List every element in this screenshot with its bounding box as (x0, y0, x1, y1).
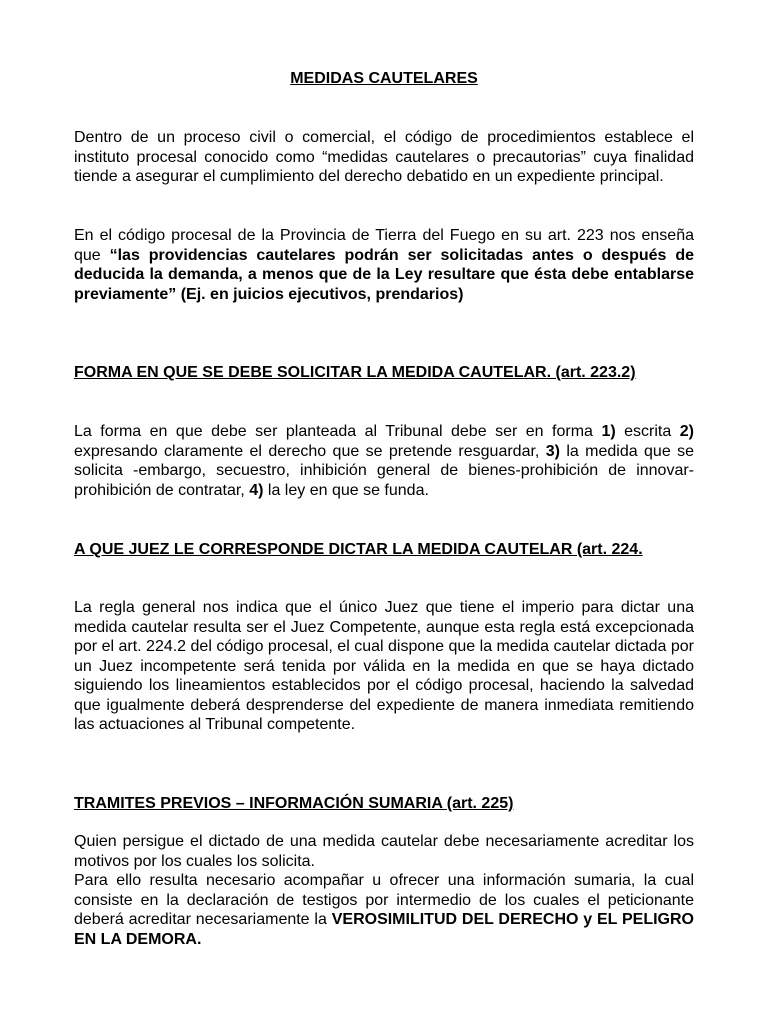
forma-text-3: expresando claramente el derecho que se pretende resguardar, (74, 442, 546, 460)
forma-text-5: la ley en que se funda. (263, 481, 429, 499)
section-heading-juez: A QUE JUEZ LE CORRESPONDE DICTAR LA MEDIDA CAUTELAR (art. 224. (74, 541, 643, 558)
forma-number-1: 1) (601, 423, 616, 440)
section-heading-forma: FORMA EN QUE SE DEBE SOLICITAR LA MEDIDA CAUTELAR. (art. 223.2) (74, 364, 636, 381)
section-heading-tramites: TRAMITES PREVIOS – INFORMACIÓN SUMARIA (art. 225) (74, 795, 514, 812)
section-juez-paragraph: La regla general nos indica que el único Juez que tiene el imperio para dictar una medida cautelar resulta ser el Juez Competente, aunque esta regla está excepcionada por el art. 224.2 del código procesal, el cual dispone que la medida cautelar dictada por un Juez incompetente será tenida por válida en la medida en que se haya dictado siguiendo los lineamientos establecidos por el código procesal, haciendo la salvedad que igualmente deberá desprenderse del expediente de manera inmediata remitiendo las actuaciones al Tribunal competente. (74, 599, 694, 733)
forma-number-3: 3) (545, 442, 560, 460)
forma-number-4: 4) (249, 481, 264, 499)
forma-number-2: 2) (679, 423, 694, 440)
forma-text-1: La forma en que debe ser planteada al Tribunal debe ser en forma (74, 423, 602, 440)
intro-paragraph-1: Dentro de un proceso civil o comercial, el código de procedimientos establece el instituto procesal conocido como “medidas cautelares o precautorias” cuya finalidad tiende a asegurar el cumplimiento del derecho debatido en un expediente principal. (74, 129, 694, 185)
section-tramites-paragraph-1: Quien persigue el dictado de una medida cautelar debe necesariamente acreditar los motivos por los cuales los solicita. (74, 833, 694, 870)
intro-paragraph-2-quote: “las providencias cautelares podrán ser solicitadas antes o después de deducida la demanda, a menos que de la Ley resultare que ésta debe entablarse previamente” (Ej. en juicios ejecutivos, prendarios) (74, 246, 695, 303)
tramites-paragraph-2-emphasis: VEROSIMILITUD DEL DERECHO y EL PELIGRO EN LA DEMORA. (74, 911, 695, 948)
intro-paragraph-2-text: En el código procesal de la Provincia de Tierra del Fuego en su art. 223 nos enseña que (74, 227, 694, 264)
forma-text-4: la medida que se solicita -embargo, secuestro, inhibición general de bienes-prohibición de innovar- prohibición de contratar, (74, 442, 694, 499)
document-title: MEDIDAS CAUTELARES (290, 70, 478, 87)
forma-text-2: escrita (615, 423, 680, 440)
section-tramites-paragraph-2 (74, 871, 694, 949)
tramites-paragraph-2-text: Para ello resulta necesario acompañar u ofrecer una información sumaria, la cual consiste en la declaración de testigos por intermedio de los cuales el peticionante deberá acreditar necesariamente la (74, 872, 694, 928)
section-forma-paragraph (74, 422, 694, 500)
intro-paragraph-2 (74, 226, 694, 304)
